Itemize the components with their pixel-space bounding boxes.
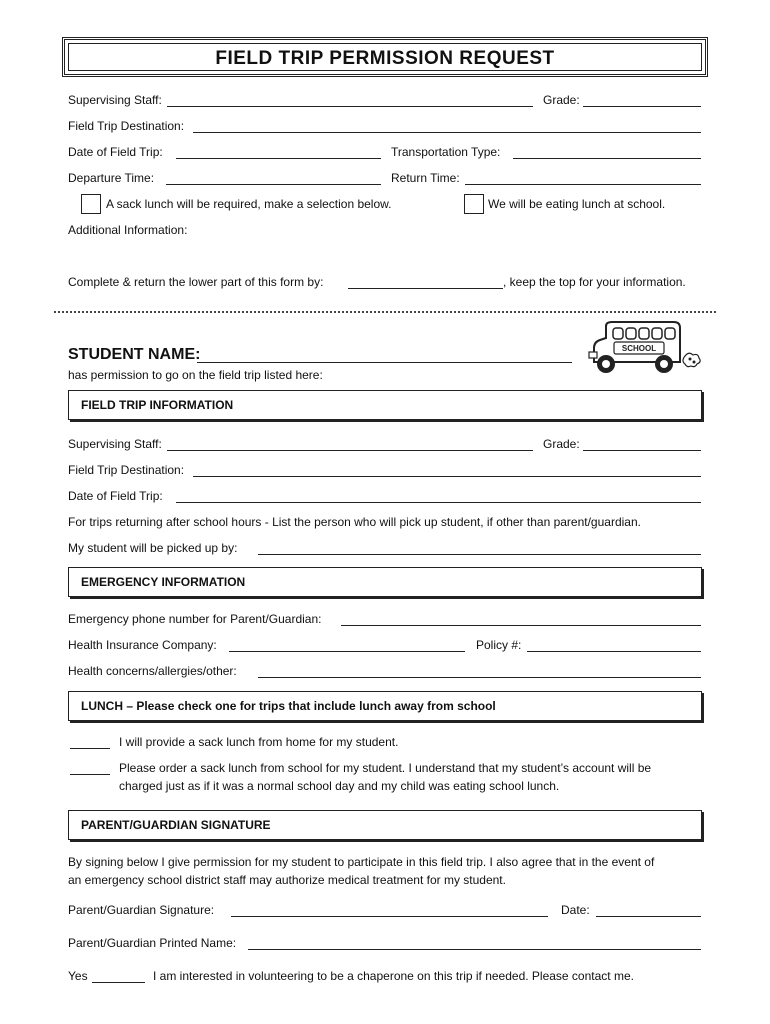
sack-lunch-label: A sack lunch will be required, make a selection below. [106,197,392,211]
signature-date-field[interactable] [596,916,701,917]
picked-up-label: My student will be picked up by: [68,541,238,555]
additional-info-label: Additional Information: [68,223,188,237]
health-concerns-label: Health concerns/allergies/other: [68,664,237,678]
printed-name-label: Parent/Guardian Printed Name: [68,936,237,950]
lunch-option2-text-line1: Please order a sack lunch from school for my student. I understand that my student’s account will be [119,761,652,775]
section-emergency [68,567,702,597]
volunteer-text: I am interested in volunteering to be a chaperone on this trip if needed. Please contact me. [153,969,634,983]
departure-field[interactable] [166,184,381,185]
lunch-option2-text-line2: charged just as if it was a normal school day and my child was eating school lunch. [119,779,560,793]
printed-name-field[interactable] [248,949,701,950]
signature-date-label: Date: [561,903,590,917]
emergency-header: EMERGENCY INFORMATION [81,575,246,589]
insurance-label: Health Insurance Company: [68,638,217,652]
trip-supervising-staff-field[interactable] [167,450,533,451]
grade-label: Grade: [543,93,580,107]
destination-field[interactable] [193,132,701,133]
return-by-field[interactable] [348,288,503,289]
date-label: Date of Field Trip: [68,145,163,159]
keep-top-text: , keep the top for your information. [503,275,686,289]
eat-school-label: We will be eating lunch at school. [488,197,666,211]
policy-label: Policy #: [476,638,522,652]
supervising-staff-field[interactable] [167,106,533,107]
health-concerns-field[interactable] [258,677,701,678]
departure-label: Departure Time: [68,171,155,185]
school-bus-icon [584,318,702,378]
student-name-field[interactable] [197,362,572,363]
trip-destination-field[interactable] [193,476,701,477]
sack-lunch-checkbox[interactable] [81,194,101,214]
signature-field[interactable] [231,916,548,917]
insurance-field[interactable] [229,651,465,652]
destination-label: Field Trip Destination: [68,119,185,133]
signature-header: PARENT/GUARDIAN SIGNATURE [81,818,271,832]
lunch-header: LUNCH – Please check one for trips that include lunch away from school [81,699,496,713]
trip-date-field[interactable] [176,502,701,503]
supervising-staff-label: Supervising Staff: [68,93,162,107]
emergency-phone-label: Emergency phone number for Parent/Guardian: [68,612,322,626]
picked-up-field[interactable] [258,554,701,555]
title-box [62,37,708,77]
yes-label: Yes [68,969,88,983]
policy-field[interactable] [527,651,701,652]
student-name-label: STUDENT NAME: [68,346,201,363]
permission-text: has permission to go on the field trip listed here: [68,368,323,382]
volunteer-yes-field[interactable] [92,982,145,983]
transportation-label: Transportation Type: [391,145,501,159]
lunch-option2-field[interactable] [70,774,110,775]
trip-destination-label: Field Trip Destination: [68,463,185,477]
grade-field[interactable] [583,106,701,107]
consent-text-line2: an emergency school district staff may authorize medical treatment for my student. [68,873,506,887]
trip-date-label: Date of Field Trip: [68,489,163,503]
section-trip-info [68,390,702,420]
eat-school-checkbox[interactable] [464,194,484,214]
date-field[interactable] [176,158,381,159]
lunch-option1-text: I will provide a sack lunch from home for my student. [119,735,399,749]
page-title: FIELD TRIP PERMISSION REQUEST [215,48,555,69]
emergency-phone-field[interactable] [341,625,701,626]
trip-info-header: FIELD TRIP INFORMATION [81,398,234,412]
return-by-label: Complete & return the lower part of this form by: [68,275,324,289]
trip-grade-label: Grade: [543,437,580,451]
signature-label: Parent/Guardian Signature: [68,903,215,917]
return-field[interactable] [465,184,701,185]
consent-text-line1: By signing below I give permission for my student to participate in this field trip. I also agree that in the event of [68,855,655,869]
section-signature [68,810,702,840]
return-label: Return Time: [391,171,460,185]
cut-line [54,311,716,313]
transportation-field[interactable] [513,158,701,159]
bus-label: SCHOOL [621,344,657,353]
section-lunch [68,691,702,721]
lunch-option1-field[interactable] [70,748,110,749]
trip-supervising-staff-label: Supervising Staff: [68,437,162,451]
trip-grade-field[interactable] [583,450,701,451]
after-hours-text: For trips returning after school hours - List the person who will pick up student, if other than parent/guardian. [68,515,641,529]
